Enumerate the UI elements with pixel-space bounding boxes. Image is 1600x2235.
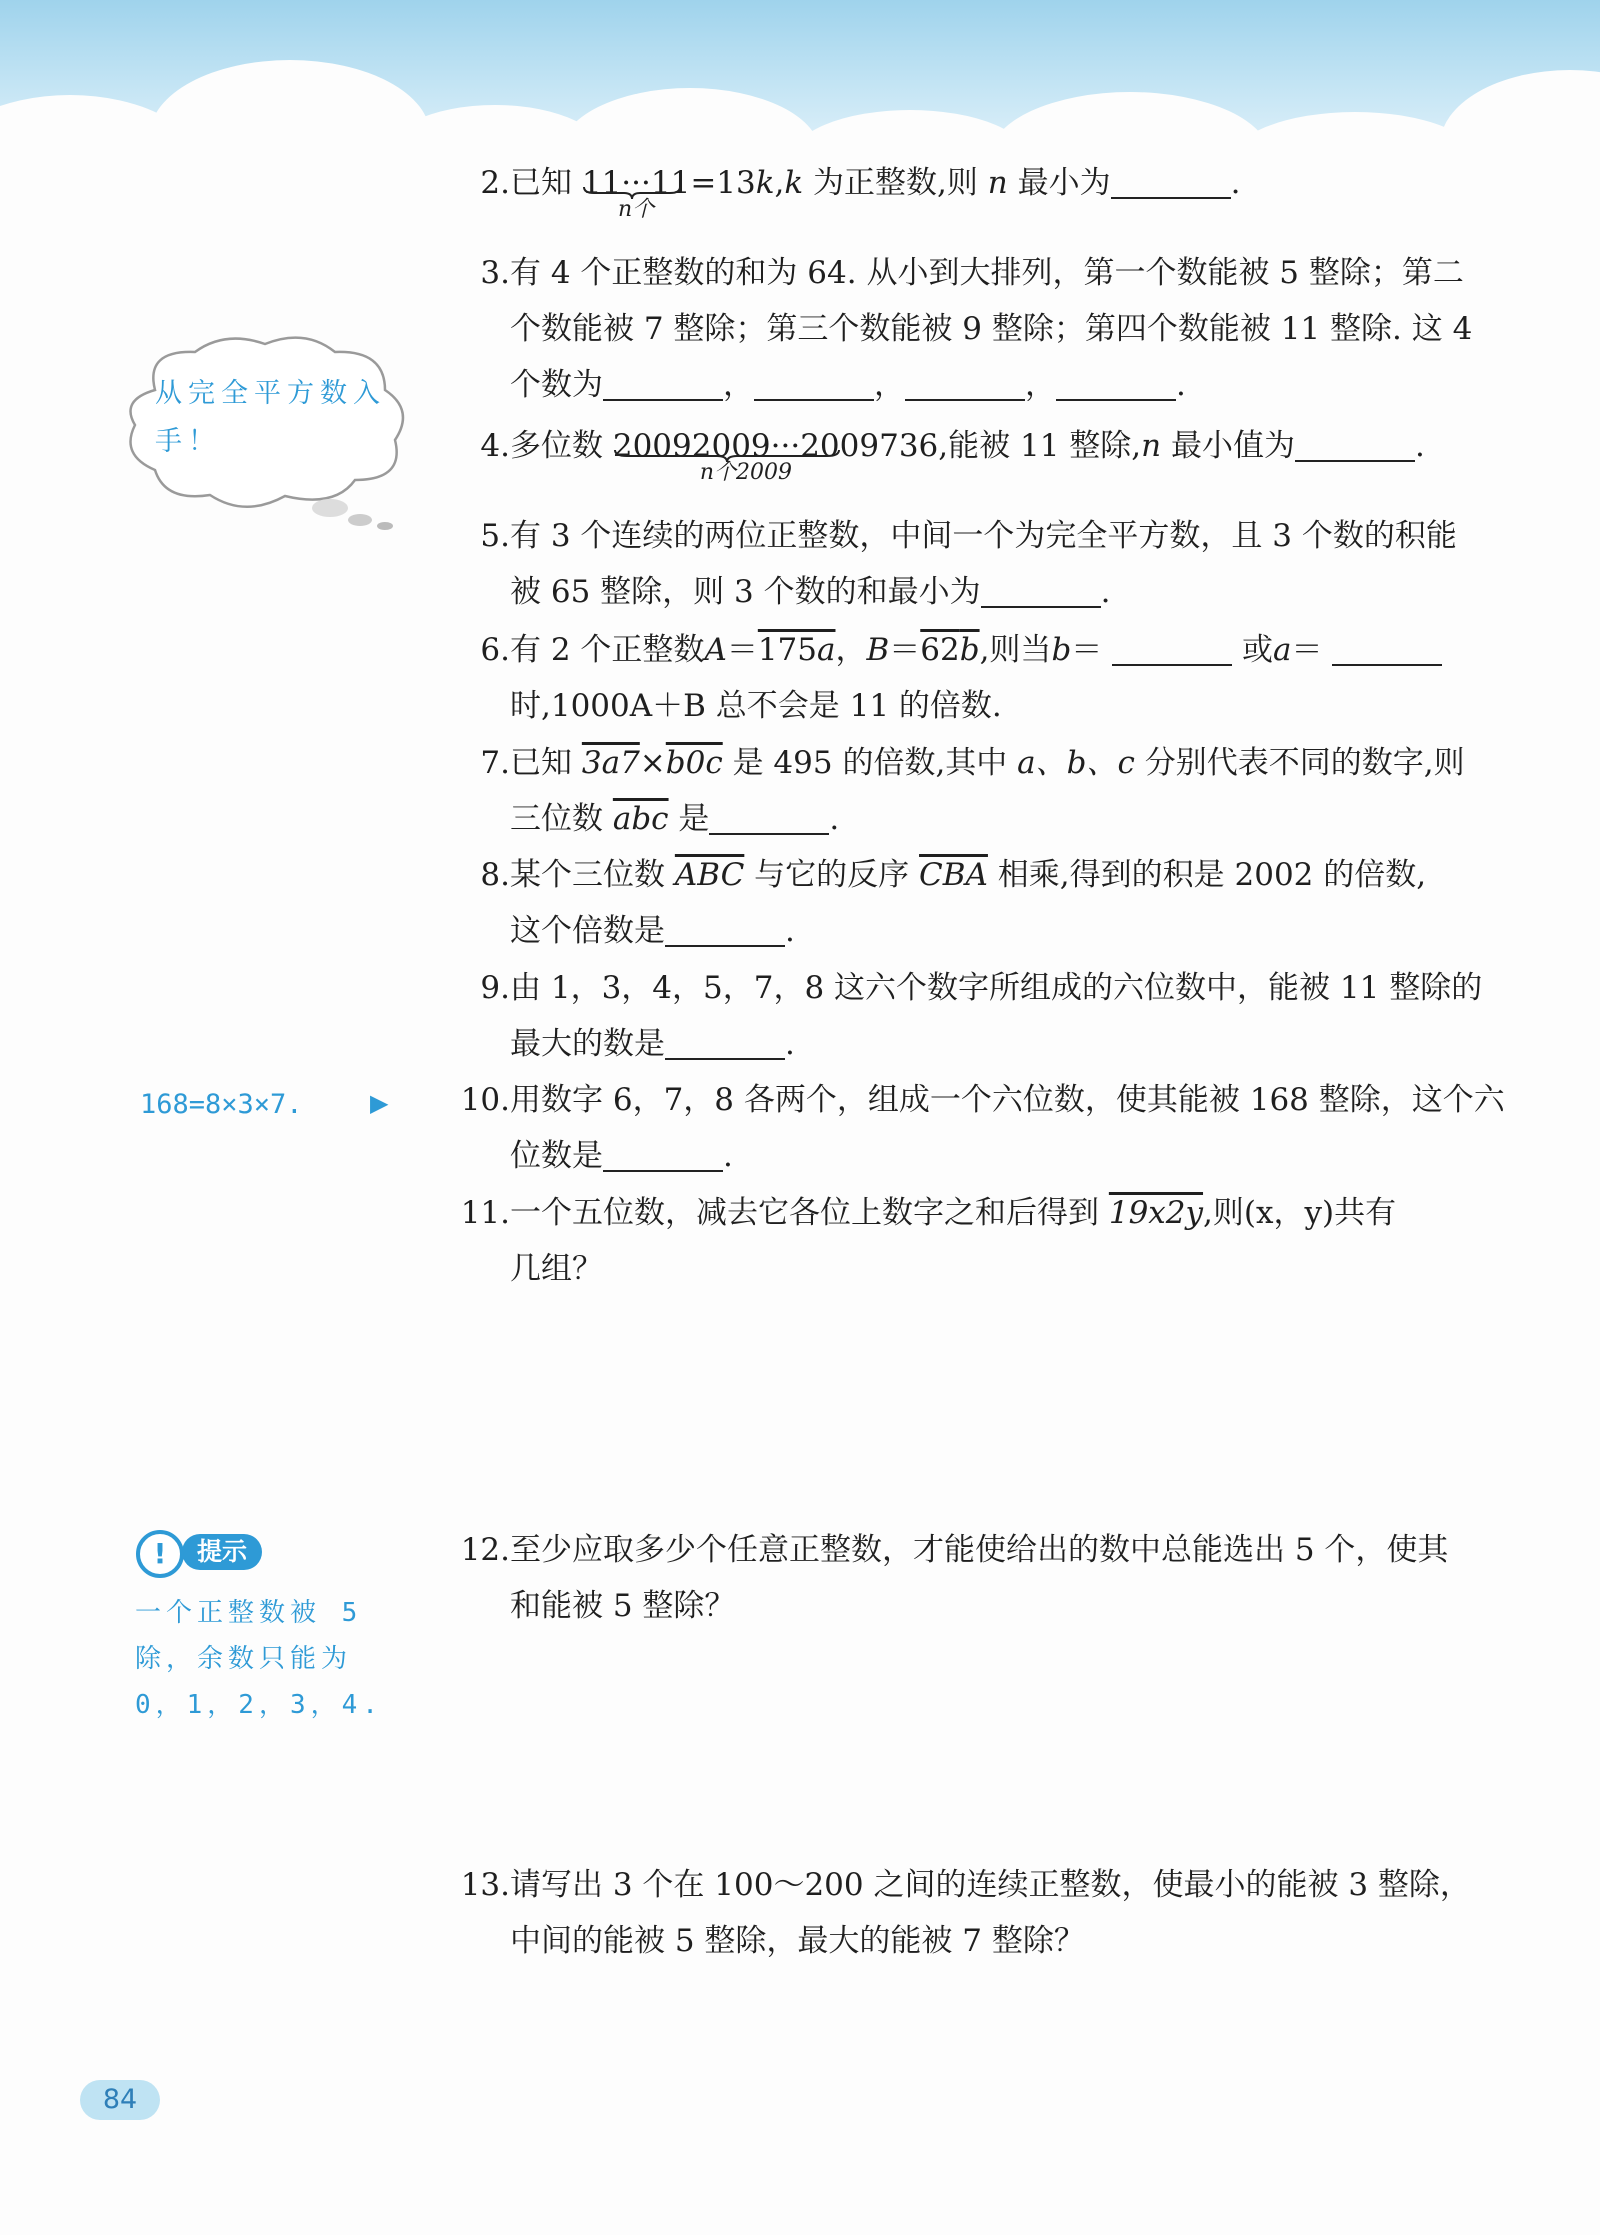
problem-number: 8.: [480, 857, 510, 893]
problem-number: 12.: [460, 1532, 510, 1568]
problem-text: 请写出 3 个在 100～200 之间的连续正整数，使最小的能被 3 整除，: [510, 1867, 1471, 1903]
problem-text: 和能被 5 整除？: [510, 1588, 736, 1624]
problem-text: .: [829, 801, 840, 837]
answer-blank[interactable]: [665, 911, 785, 947]
problem-number: 2.: [480, 165, 510, 201]
problem-number: 7.: [480, 745, 510, 781]
arrow-right-icon: ▶: [370, 1089, 389, 1117]
problem-text: ，: [723, 367, 754, 403]
problem-text: .: [785, 1026, 795, 1062]
brace-label: n个2009: [699, 460, 793, 485]
problem-text: ＝: [889, 632, 921, 668]
page-number: 84: [80, 2080, 160, 2120]
problem-number: 6.: [480, 632, 510, 668]
brace-digits: 11···11: [581, 165, 691, 201]
problem-number: 13.: [460, 1867, 510, 1903]
hint-text: 一个正整数被 5 除，余数只能为 0，1，2，3，4.: [135, 1598, 383, 1720]
problem-text: 某个三位数: [510, 857, 675, 893]
overline-number: 3a7: [581, 745, 640, 781]
problem-text: .: [1100, 574, 1111, 610]
problem-number: 4.: [480, 428, 510, 464]
answer-blank[interactable]: [1112, 630, 1232, 666]
problem-text: =13: [690, 165, 756, 201]
problem-text: 一个五位数，减去它各位上数字之和后得到: [510, 1195, 1109, 1231]
hint-label: 提示: [182, 1534, 262, 1570]
var-B: B: [866, 632, 890, 668]
overline-number: $\overline{ABC}$: [674, 857, 745, 893]
problem-text: ,: [774, 165, 785, 201]
answer-blank[interactable]: [1295, 426, 1415, 462]
problem-text: 被 65 整除，则 3 个数的和最小为: [510, 574, 981, 610]
answer-blank[interactable]: [709, 799, 829, 835]
digits: 62: [920, 632, 960, 668]
side-note-168: 168=8×3×7.: [140, 1089, 303, 1120]
digits: 175: [757, 632, 817, 668]
overline-number: 19x2y: [1108, 1195, 1204, 1231]
underbrace-number: [581, 155, 691, 222]
problem-text: 三位数: [510, 801, 613, 837]
var-b: b: [1051, 632, 1072, 668]
problem-text: 中间的能被 5 整除，最大的能被 7 整除？: [510, 1923, 1085, 1959]
problem-text: ，: [835, 632, 867, 668]
var-k: k: [755, 165, 775, 201]
answer-blank[interactable]: [665, 1024, 785, 1060]
problem-text: 位数是: [510, 1138, 603, 1174]
problem-number: 10.: [460, 1082, 510, 1118]
problem-text: .: [1414, 428, 1425, 464]
problem-text: .: [1230, 165, 1241, 201]
answer-blank[interactable]: [905, 365, 1025, 401]
problem-text: 已知: [510, 745, 582, 781]
problem-text: 或: [1242, 632, 1274, 668]
problem-text: 个数能被 7 整除；第三个数能被 9 整除；第四个数能被 11 整除. 这 4: [510, 311, 1473, 347]
problem-text: 至少应取多少个任意正整数，才能使给出的数中总能选出 5 个，使其: [510, 1532, 1449, 1568]
answer-blank[interactable]: [603, 1136, 723, 1172]
problem-text: 与它的反序: [744, 857, 920, 893]
overline-number: $\overline{CBA}$: [919, 857, 988, 893]
underbrace-number: [612, 418, 880, 485]
problem-text: ＝: [1291, 632, 1323, 668]
problem-text: ，: [874, 367, 905, 403]
var-a: a: [817, 632, 836, 668]
answer-blank[interactable]: [1111, 163, 1231, 199]
problem-text: ×: [639, 745, 666, 781]
problem-text: 有 4 个正整数的和为 64. 从小到大排列，第一个数能被 5 整除；第二: [510, 255, 1464, 291]
problem-text: 由 1，3，4，5，7，8 这六个数字所组成的六位数中，能被 11 整除的: [510, 970, 1483, 1006]
problem-text: .: [785, 913, 795, 949]
var-n: n: [1141, 428, 1162, 464]
problem-text: 相乘,得到的积是 2002 的倍数,: [987, 857, 1427, 893]
problem-text: 最小为: [1007, 165, 1111, 201]
var-a: a: [1273, 632, 1292, 668]
var-k: k: [784, 165, 804, 201]
problem-text: 几组？: [510, 1251, 603, 1287]
overline-number: b0c: [665, 745, 723, 781]
overline-number: $\overline{abc}$: [612, 801, 669, 837]
overline-number-B: [920, 632, 979, 668]
answer-blank[interactable]: [1332, 630, 1442, 666]
problem-text: ＝: [1071, 632, 1103, 668]
problem-text: 时,1000A＋B 总不会是 11 的倍数.: [510, 688, 1002, 724]
problem-text: .: [1176, 367, 1186, 403]
var-A: A: [704, 632, 727, 668]
answer-blank[interactable]: [981, 572, 1101, 608]
problem-text: 是: [668, 801, 710, 837]
problem-text: 为正整数,则: [803, 165, 988, 201]
problem-text: 这个倍数是: [510, 913, 665, 949]
problem-text: 最小值为: [1161, 428, 1295, 464]
problem-text: 有 3 个连续的两位正整数，中间一个为完全平方数，且 3 个数的积能: [510, 518, 1457, 554]
problem-number: 3.: [480, 255, 510, 291]
problem-text: 是 495 的倍数,其中: [722, 745, 1018, 781]
answer-blank[interactable]: [603, 365, 723, 401]
overline-number-A: [758, 632, 836, 668]
answer-blank[interactable]: [1056, 365, 1176, 401]
problem-text: .: [723, 1138, 733, 1174]
exclamation-icon: !: [136, 1530, 184, 1578]
problem-text: ,则当: [979, 632, 1052, 668]
answer-blank[interactable]: [754, 365, 874, 401]
problem-number: 5.: [480, 518, 510, 554]
problem-text: 有 2 个正整数: [510, 632, 705, 668]
problem-number: 11.: [460, 1195, 510, 1231]
brace-digits: 20092009···2009: [612, 428, 880, 464]
vars: a、b、c: [1017, 745, 1135, 781]
brace-label: n个: [618, 197, 655, 222]
problem-text: 最大的数是: [510, 1026, 665, 1062]
problem-text: 已知: [510, 165, 582, 201]
problem-text: 多位数: [510, 428, 613, 464]
problem-text: 736,能被 11 整除,: [879, 428, 1142, 464]
problem-text: 个数为: [510, 367, 603, 403]
var-n: n: [987, 165, 1008, 201]
bubble-tip: 从完全平方数入手！: [155, 378, 386, 457]
var-b: b: [959, 632, 980, 668]
problem-number: 9.: [480, 970, 510, 1006]
problem-text: 分别代表不同的数字,则: [1134, 745, 1465, 781]
problem-text: ,则(x，y)共有: [1203, 1195, 1397, 1231]
problem-text: 用数字 6，7，8 各两个，组成一个六位数，使其能被 168 整除，这个六: [510, 1082, 1505, 1118]
problem-text: ，: [1025, 367, 1056, 403]
problem-text: ＝: [726, 632, 758, 668]
